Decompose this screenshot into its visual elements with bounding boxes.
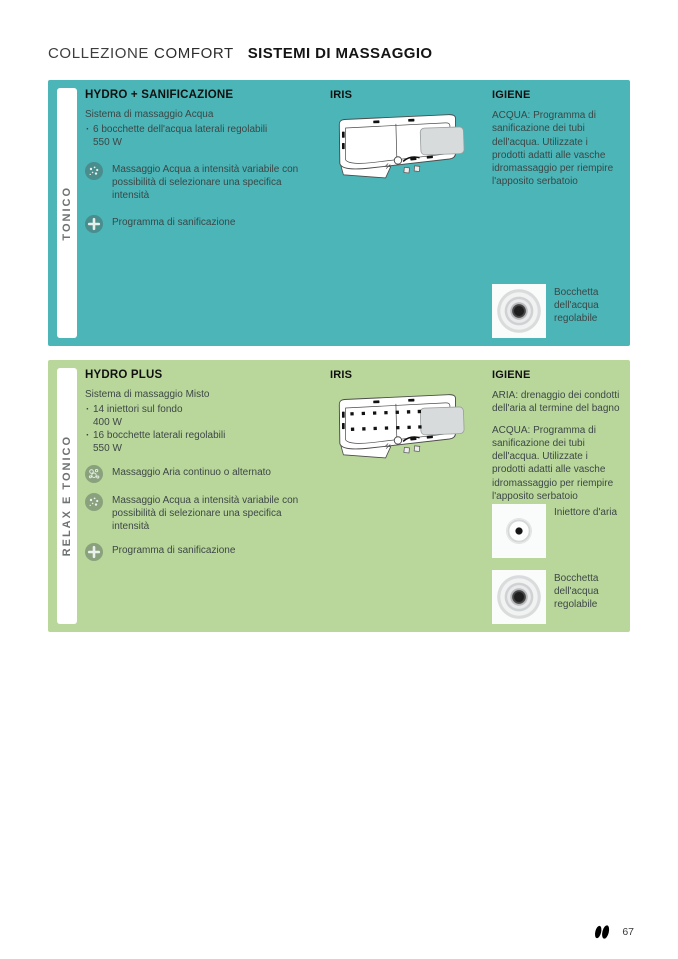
detail-list: [492, 284, 621, 338]
hygiene-paragraph: ACQUA: Programma di sanificazione dei tubi dell'acqua. Utilizzate i prodotti adatti alle vasche idromassaggio per riempire l'apposito serbatoio: [492, 424, 614, 503]
hygiene-paragraph: ACQUA: Programma di sanificazione dei tubi dell'acqua. Utilizzate i prodotti adatti alle vasche idromassaggio per riempire l'apposito serbatoio: [492, 110, 614, 188]
water-jet-nozzle: [497, 289, 541, 333]
detail-item: [492, 284, 621, 338]
feature-row: [85, 493, 319, 533]
air-injector-photo: [492, 504, 546, 558]
model-name: IRIS: [330, 369, 353, 381]
page-title: SISTEMI DI MASSAGGIO: [247, 45, 433, 62]
air-injector-nozzle: [507, 519, 531, 543]
side-label: TONICO: [61, 185, 73, 241]
spec-item: [85, 403, 319, 429]
water-intensity-icon: [85, 162, 103, 180]
spec-text: · 6 bocchette dell'acqua laterali regolabili: [93, 124, 268, 135]
side-label-strip: [57, 88, 77, 338]
feature-text: Massaggio Aria continuo o alternato: [112, 467, 271, 478]
hygiene-paragraph: ARIA: drenaggio dei condotti dell'aria al termine del bagno: [492, 390, 620, 415]
water-jet-photo: [492, 570, 546, 624]
spec-power: 550 W: [93, 443, 122, 454]
page-number: 67: [622, 926, 634, 938]
spec-list: [85, 123, 319, 149]
collection-label: COLLEZIONE: [48, 45, 150, 62]
model-name: IRIS: [330, 89, 353, 101]
air-bubbles-icon: [85, 465, 103, 483]
spec-power: 550 W: [93, 137, 122, 148]
feature-row: [85, 465, 319, 483]
page-header: [48, 45, 432, 62]
feature-row: [85, 215, 319, 233]
hygiene-label: IGIENE: [492, 369, 531, 381]
detail-list: [492, 504, 621, 624]
sanification-plus-icon: [85, 215, 103, 233]
page-footer: [593, 924, 634, 940]
panel-relax-e-tonico: [48, 360, 630, 632]
detail-caption: Bocchetta dell'acqua regolabile: [554, 287, 599, 324]
hygiene-column: [487, 368, 621, 624]
side-label-strip: [57, 368, 77, 624]
model-column: [325, 88, 487, 338]
feature-text: Programma di sanificazione: [112, 545, 236, 556]
spec-item: [85, 123, 319, 149]
product-system: Sistema di massaggio Misto: [85, 389, 210, 400]
feature-text: Massaggio Acqua a intensità variabile con possibilità di selezionare una specifica intensità: [112, 164, 299, 201]
detail-caption: Bocchetta dell'acqua regolabile: [554, 573, 599, 610]
detail-caption: Iniettore d'aria: [554, 507, 618, 518]
spec-power: 400 W: [93, 417, 122, 428]
sanification-plus-icon: [85, 543, 103, 561]
collection-variant-label: COMFORT: [154, 45, 234, 62]
water-jet-nozzle: [497, 575, 541, 619]
spec-list: [85, 403, 319, 455]
bathtub-top-view-drawing: [330, 389, 470, 461]
detail-item: [492, 570, 621, 624]
spec-text: · 16 bocchette laterali regolabili: [93, 430, 226, 441]
water-jet-photo: [492, 284, 546, 338]
product-column: [77, 368, 325, 624]
product-system: Sistema di massaggio Acqua: [85, 109, 214, 120]
water-intensity-icon: [85, 493, 103, 511]
feature-text: Massaggio Acqua a intensità variabile con possibilità di selezionare una specifica intensità: [112, 495, 299, 532]
feature-row: [85, 162, 319, 202]
product-name: HYDRO + SANIFICAZIONE: [85, 89, 234, 101]
panel-tonico: [48, 80, 630, 346]
feature-text: Programma di sanificazione: [112, 217, 236, 228]
novellini-logo-icon: [593, 924, 611, 940]
side-label: RELAX E TONICO: [61, 435, 73, 557]
detail-item: [492, 504, 621, 558]
feature-row: [85, 543, 319, 561]
hygiene-label: IGIENE: [492, 89, 531, 101]
bathtub-top-view-drawing: [330, 109, 470, 181]
hygiene-column: [487, 88, 621, 338]
spec-item: [85, 429, 319, 455]
model-column: [325, 368, 487, 624]
product-name: HYDRO PLUS: [85, 369, 163, 381]
product-column: [77, 88, 325, 338]
spec-text: · 14 iniettori sul fondo: [93, 404, 183, 415]
